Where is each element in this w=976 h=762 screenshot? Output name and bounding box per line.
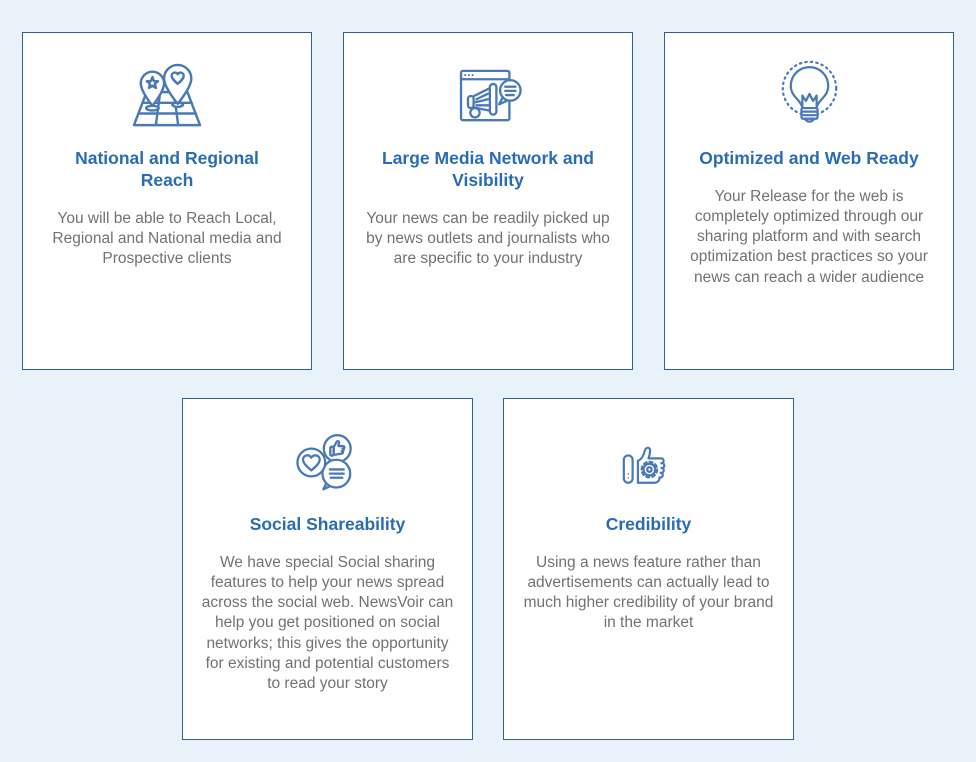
card-description: Using a news feature rather than advertisements can actually lead to much higher credibility of your brand in the market	[523, 554, 774, 632]
card-title: Optimized and Web Ready	[699, 148, 919, 168]
feature-card-credibility	[503, 398, 794, 740]
card-title: Large Media Network and Visibility	[382, 148, 594, 191]
thumbs-up-gear-icon	[504, 425, 793, 499]
lightbulb-icon	[665, 59, 953, 133]
browser-megaphone-icon	[344, 59, 632, 133]
map-pins-icon	[23, 59, 311, 133]
social-engagement-icon	[183, 425, 472, 499]
card-title: Credibility	[605, 514, 692, 534]
feature-card-optimized	[664, 32, 954, 370]
card-title: National and Regional Reach	[75, 148, 259, 191]
card-description: Your news can be readily picked up by news outlets and journalists who are specific to your industry	[366, 210, 610, 268]
feature-card-national-reach	[22, 32, 312, 370]
card-title: Social Shareability	[249, 514, 406, 534]
card-description: You will be able to Reach Local, Regional and National media and Prospective clients	[52, 210, 282, 268]
feature-card-social-shareability	[182, 398, 473, 740]
features-row-bottom	[0, 398, 976, 740]
card-description: Your Release for the web is completely optimized through our sharing platform and with search optimization best practices so your news can reach a wider audience	[690, 188, 928, 286]
feature-card-media-network	[343, 32, 633, 370]
card-description: We have special Social sharing features to help your news spread across the social web. NewsVoir can help you get positioned on social networks; this gives the opportunity for existing and potential customers to read your story	[201, 554, 454, 692]
features-row-top	[0, 0, 976, 370]
